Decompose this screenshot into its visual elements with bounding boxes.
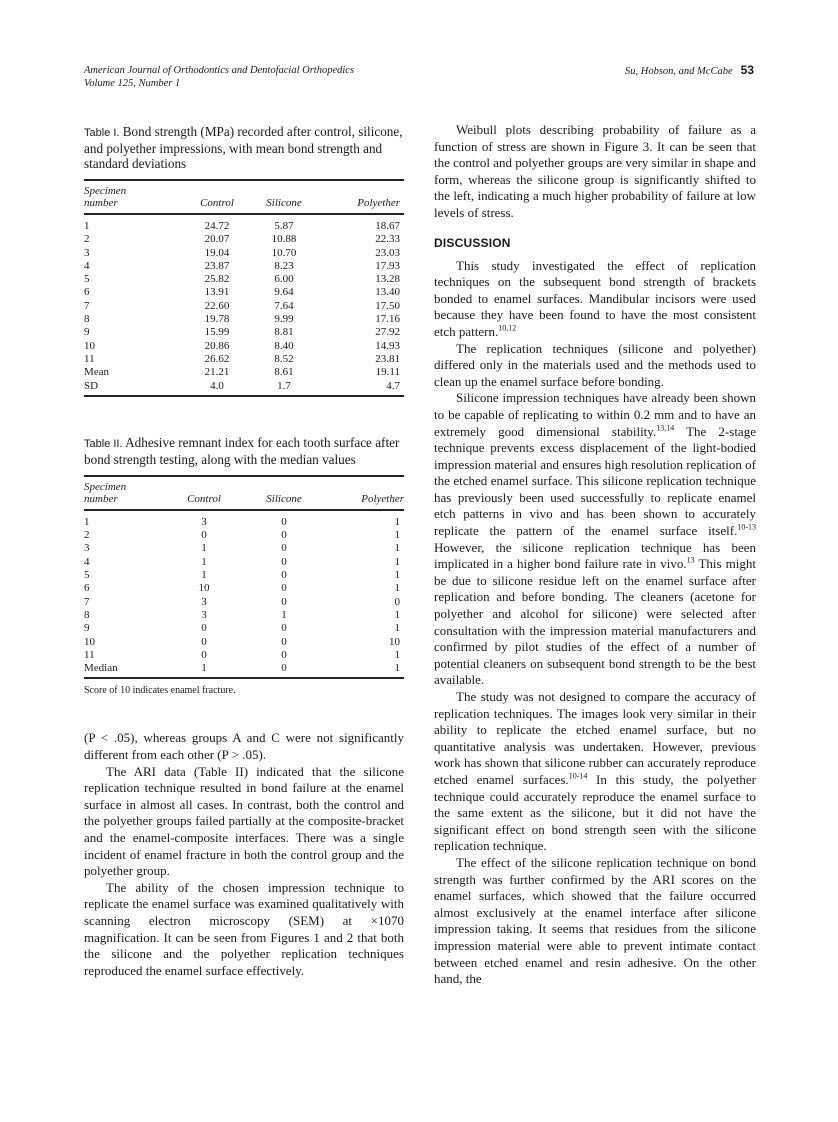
table1-caption	[84, 124, 404, 171]
table-cell: 6.00	[274, 273, 294, 286]
table-cell: 0	[281, 595, 287, 608]
citation: 10-13	[737, 522, 756, 532]
text: Silicone impression techniques have already been shown to be capable of replicating to within 0.2 mm and to have an extremely good dimensional stability.	[434, 390, 756, 439]
table-cell: 5	[84, 569, 90, 582]
table-row	[84, 247, 404, 260]
table-cell: 0	[281, 529, 287, 542]
table-row	[84, 542, 404, 555]
table-row	[84, 516, 404, 529]
table1-body	[84, 215, 404, 395]
table-cell: 17.16	[375, 313, 400, 326]
table-cell: 6	[84, 286, 90, 299]
table-cell: 7	[84, 299, 90, 312]
table-cell: 1	[394, 542, 400, 555]
table1-label: Table I.	[84, 127, 120, 139]
text: The study was not designed to compare the accuracy of replication techniques. The images look very similar in their ability to replicate the etched enamel surface, but no quantitative analysis was undertaken. However, previous work has shown that silicone rubber can accurately reproduce etched enamel surfaces.	[434, 689, 756, 787]
table-cell: 25.82	[204, 273, 230, 286]
table-row	[84, 366, 404, 379]
table1-col-polyether: Polyether	[357, 197, 400, 209]
table2-col-control: Control	[187, 492, 221, 505]
table-cell: 15.99	[204, 326, 230, 339]
table-cell: 13.28	[375, 273, 400, 286]
table-cell: 2	[84, 529, 90, 542]
citation: 13	[686, 555, 695, 565]
table-cell: 11	[84, 648, 95, 661]
table-row	[84, 340, 404, 353]
table-cell: 8	[84, 313, 90, 326]
table-cell: 10.70	[271, 246, 297, 259]
table-cell: 8.81	[274, 326, 294, 339]
table-cell: 13.40	[375, 286, 400, 299]
table-row	[84, 326, 404, 339]
table-cell: 6	[84, 582, 90, 595]
table-cell: 9.99	[274, 313, 294, 326]
table-row	[84, 622, 404, 635]
table-cell: 1.7	[277, 379, 291, 392]
text: The 2-stage technique prevents excess displacement of the light-bodied impression material and ensures high resolution replication of the etched enamel surface. This silicone replication technique has previously been used successfully to replicate enamel etch patterns in vivo and has been shown to accurately replicate the pattern of the enamel surface itself.	[434, 423, 756, 539]
table-cell: Mean	[84, 366, 110, 379]
table-cell: 1	[394, 622, 400, 635]
table1-col-specimen	[84, 185, 164, 209]
table1-caption-text: Bond strength (MPa) recorded after control, silicone, and polyether impressions, with mean bond strength and standard deviations	[84, 124, 403, 171]
table-row	[84, 233, 404, 246]
table-row	[84, 380, 404, 393]
text: This might be due to silicone residue left on the enamel surface after replication and before bonding. The cleaners (acetone for polyether and alcohol for silicone) were selected after consultation with the impression material manufacturers and confirmed by pilot studies of the effect of a number of potential cleaners on subsequent bond strength to be the best available.	[434, 556, 756, 688]
table-cell: 8.23	[274, 259, 294, 272]
table2-caption-text: Adhesive remnant index for each tooth surface after bond strength testing, along with the median values	[84, 434, 400, 467]
citation: 10,12	[498, 323, 517, 333]
table-cell: 20.07	[204, 233, 230, 246]
table-cell: 21.21	[204, 366, 230, 379]
table-cell: 19.78	[204, 313, 230, 326]
table-cell: 27.92	[375, 326, 400, 339]
table-cell: 1	[394, 529, 400, 542]
table-cell: 13.91	[204, 286, 230, 299]
page-number: 53	[740, 63, 754, 77]
table-row	[84, 636, 404, 649]
discussion-paragraph-3	[434, 390, 756, 689]
table-cell: 10	[389, 635, 400, 648]
table-cell: 19.11	[375, 366, 400, 379]
table-cell: 1	[394, 608, 400, 621]
table2-col-silicone: Silicone	[266, 492, 302, 505]
table-cell: 0	[201, 648, 207, 661]
table-cell: 22.33	[375, 233, 400, 246]
citation: 13,14	[656, 423, 675, 433]
table-cell: 1	[394, 662, 400, 675]
table-cell: 1	[201, 569, 207, 582]
table1-col-control: Control	[200, 197, 234, 209]
journal-volume: Volume 125, Number 1	[84, 78, 181, 89]
table-cell: 4	[84, 259, 90, 272]
text: In this study, the polyether technique could accurately reproduce the enamel surface to the same extent as the silicone, but it did not have the significant effect on bond strength seen with the silicone replication technique.	[434, 771, 756, 854]
table-cell: 8	[84, 608, 90, 621]
table-row	[84, 220, 404, 233]
table1-col-silicone: Silicone	[266, 197, 302, 209]
table-row	[84, 286, 404, 299]
results-paragraph-1: (P < .05), whereas groups A and C were not significantly different from each other (P > .05).	[84, 730, 404, 763]
table-cell: 1	[281, 608, 287, 621]
running-header-left	[84, 64, 354, 90]
table-cell: 0	[281, 582, 287, 595]
table-cell: 5.87	[274, 220, 294, 232]
table-row	[84, 353, 404, 366]
table-cell: 22.60	[204, 299, 230, 312]
table-cell: 24.72	[204, 220, 230, 232]
citation: 10-14	[568, 771, 588, 781]
table-cell: 4.0	[210, 379, 224, 392]
table-cell: 1	[84, 515, 90, 528]
table-cell: 0	[281, 648, 287, 661]
table2-col-polyether: Polyether	[361, 492, 404, 505]
table-cell: 10	[84, 339, 95, 352]
results-paragraph-3: The ability of the chosen impression technique to replicate the enamel surface was examined qualitatively with scanning electron microscopy (SEM) at ×1070 magnification. It can be seen from Figures 1 and 2 that both the silicone and the polyether replication techniques reproduced the enamel surface effectively.	[84, 879, 404, 978]
section-heading-discussion: DISCUSSION	[434, 235, 511, 250]
table-row	[84, 529, 404, 542]
table2-footnote: Score of 10 indicates enamel fracture.	[84, 685, 236, 697]
col-specimen-line1: Specimen	[84, 480, 127, 493]
table-cell: 7.64	[274, 299, 294, 312]
table-cell: 10.88	[271, 233, 297, 246]
table-cell: 23.03	[375, 246, 400, 259]
right-column	[434, 122, 756, 988]
table-cell: 1	[394, 648, 400, 661]
left-column	[84, 124, 404, 979]
table-cell: 1	[394, 569, 400, 582]
table-cell: 0	[281, 555, 287, 568]
discussion-paragraph-2: The replication techniques (silicone and polyether) differed only in the materials used and the methods used to clean up the enamel surface before bonding.	[434, 340, 756, 389]
table-cell: 9.64	[274, 286, 294, 299]
table-cell: 4	[84, 555, 90, 568]
table-row	[84, 649, 404, 662]
table2-label: Table II.	[84, 437, 123, 450]
table-cell: 17.93	[375, 259, 400, 272]
table-cell: 3	[201, 515, 207, 528]
table-row	[84, 273, 404, 286]
table-row	[84, 609, 404, 622]
text: However, the silicone replication technique has been implicated in a higher bond failure rate in vivo.	[434, 539, 756, 572]
col-specimen-line2: number	[84, 492, 118, 505]
table-cell: 7	[84, 595, 90, 608]
table-row	[84, 313, 404, 326]
table-cell: 17.50	[375, 299, 400, 312]
table2-caption	[84, 435, 404, 467]
table-cell: 9	[84, 622, 90, 635]
table-cell: 0	[394, 595, 400, 608]
table2-col-specimen	[84, 481, 164, 505]
table1	[84, 179, 404, 397]
table-cell: 10	[198, 582, 210, 595]
table-cell: 3	[201, 595, 207, 608]
table-cell: 0	[281, 662, 287, 675]
table-cell: 1	[394, 582, 400, 595]
table-cell: 0	[281, 542, 287, 555]
table-cell: 3	[84, 246, 90, 259]
table-cell: 0	[281, 515, 287, 528]
table-cell: 1	[201, 662, 207, 675]
table-row	[84, 300, 404, 313]
table-cell: 14.93	[375, 339, 400, 352]
table-cell: 3	[201, 608, 207, 621]
table-cell: 11	[84, 352, 95, 365]
col-specimen-line1: Specimen	[84, 185, 127, 197]
journal-title: American Journal of Orthodontics and Dentofacial Orthopedics	[84, 65, 355, 76]
discussion-paragraph-4	[434, 689, 756, 855]
table-cell: 1	[394, 555, 400, 568]
table-cell: 4.7	[386, 379, 400, 392]
table-cell: 8.52	[274, 352, 294, 365]
table-cell: 1	[201, 542, 207, 555]
table-cell: 3	[84, 542, 90, 555]
table2-header	[84, 477, 404, 511]
table-cell: 23.81	[375, 352, 400, 365]
weibull-paragraph: Weibull plots describing probability of failure as a function of stress are shown in Figure 3. It can be seen that the control and polyether groups are very similar in shape and form, whereas the silicone group is significantly shifted to the left, indicating a much higher probability of failure at low levels of stress.	[434, 122, 757, 220]
table-cell: Median	[84, 662, 118, 675]
text: This study investigated the effect of replication techniques on the subsequent bond strength of brackets bonded to enamel surfaces. Mandibular incisors were used because they have been found to have the most consistent etch pattern.	[434, 257, 756, 339]
table-cell: 0	[281, 569, 287, 582]
table-row	[84, 582, 404, 595]
results-paragraph-2: The ARI data (Table II) indicated that the silicone replication technique resulted in bond failure at the enamel surface in almost all cases. In contrast, both the control and the polyether groups failed partially at the composite-bracket and the enamel-composite interfaces. There was a single incident of enamel fracture in both the control group and the polyether group.	[84, 763, 404, 879]
running-header-right	[625, 64, 754, 78]
table-cell: 0	[281, 635, 287, 648]
table-cell: 0	[201, 529, 207, 542]
table-cell: 0	[281, 622, 287, 635]
table-row	[84, 596, 404, 609]
author-names: Su, Hobson, and McCabe	[625, 66, 733, 77]
table-row	[84, 569, 404, 582]
table-cell: 0	[201, 622, 207, 635]
table-cell: SD	[84, 379, 99, 392]
table-cell: 0	[201, 635, 207, 648]
table2-body	[84, 511, 404, 678]
table-cell: 8.61	[274, 366, 294, 379]
table-cell: 20.86	[204, 339, 230, 352]
table-row	[84, 260, 404, 273]
table-cell: 5	[84, 273, 90, 286]
discussion-paragraph-5: The effect of the silicone replication technique on bond strength was further confirmed by the ARI scores on the enamel surfaces, which showed that the failure occurred almost exclusively at the enamel interface after silicone impression taking. It seems that residues from the silicone impression material were able to prevent intimate contact between etched enamel and resin adhesive. On the other hand, the	[434, 854, 756, 987]
table-cell: 1	[394, 515, 400, 528]
table2	[84, 475, 404, 680]
table-cell: 19.04	[204, 246, 230, 259]
table-cell: 2	[84, 233, 90, 246]
table-cell: 9	[84, 326, 90, 339]
table1-header	[84, 181, 404, 215]
discussion-paragraph-1	[434, 258, 756, 341]
table-cell: 18.67	[375, 220, 400, 232]
table-cell: 1	[84, 220, 90, 232]
table-row	[84, 556, 404, 569]
table-cell: 23.87	[204, 259, 230, 272]
table-cell: 1	[201, 555, 207, 568]
col-specimen-line2: number	[84, 197, 118, 209]
table-cell: 26.62	[204, 352, 230, 365]
table-cell: 8.40	[274, 339, 294, 352]
table-cell: 10	[84, 635, 95, 648]
table-row	[84, 662, 404, 675]
